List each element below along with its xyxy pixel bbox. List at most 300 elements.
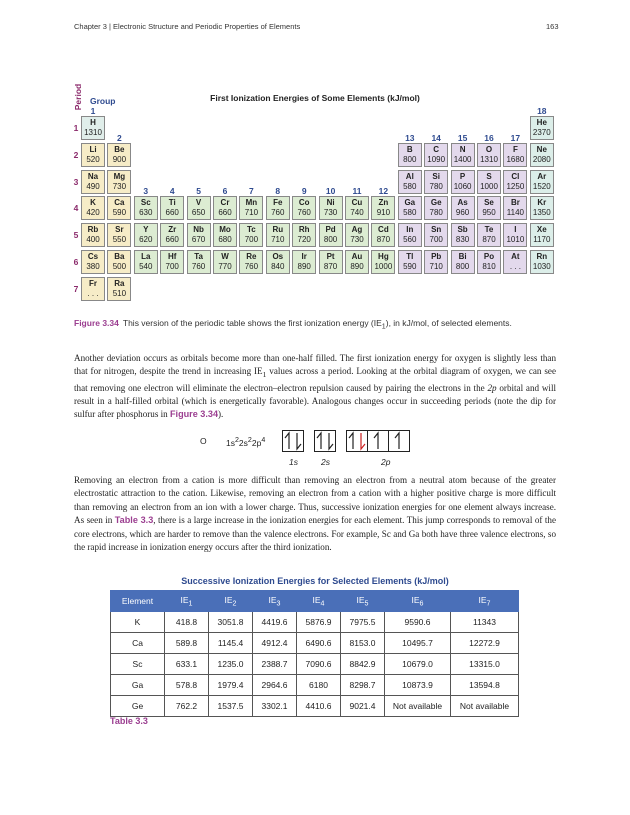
element-cell-re [239, 250, 263, 274]
group-number-2: 2 [117, 132, 122, 143]
element-symbol: Os [272, 252, 284, 261]
element-cell-v [187, 196, 211, 220]
table-cell: 6490.6 [297, 633, 341, 654]
element-ionization-value: 1520 [532, 181, 551, 191]
element-cell-rh [292, 223, 316, 247]
column-header [451, 591, 519, 612]
element-symbol: At [511, 252, 520, 261]
element-symbol: Sb [457, 225, 468, 235]
column-header [165, 591, 209, 612]
table-cell: 1145.4 [209, 633, 253, 654]
element-ionization-value: 780 [429, 208, 443, 218]
element-ionization-value: 760 [297, 208, 311, 218]
element-symbol: Pb [431, 252, 442, 261]
element-ionization-value: 660 [165, 235, 179, 245]
element-symbol: Hg [378, 252, 389, 261]
table-cell: 8298.7 [341, 675, 385, 696]
table-cell: 10873.9 [385, 675, 451, 696]
element-cell-ba [107, 250, 131, 274]
element-symbol: Sn [431, 225, 442, 235]
period-number-6: 6 [73, 257, 79, 267]
paragraph-oxygen-deviation [74, 352, 556, 422]
group-number-10: 10 [325, 186, 336, 197]
element-cell-xe [530, 223, 554, 247]
element-symbol: Zr [168, 225, 177, 235]
element-symbol: Ar [537, 171, 547, 181]
element-cell-kr [530, 196, 554, 220]
p2-text-b: , there is a large increase in the ionization energies for each element. This jump corresponds to removal of the core electrons, which are harder to remove than the valence electrons. For example, Sc and Ga both have three valence electrons, so the rapid increase in ionization energy occurs after the third ionization. [74, 515, 556, 553]
table-cell: Ga [111, 675, 165, 696]
element-cell-sb [451, 223, 475, 247]
table-cell: 2964.6 [253, 675, 297, 696]
column-header-subscript: 1 [188, 599, 193, 608]
group-number-9: 9 [301, 186, 307, 197]
table-caption: Table 3.3 [110, 716, 148, 726]
element-cell-p [451, 170, 475, 194]
element-cell-si [424, 170, 448, 194]
element-cell-sc [134, 196, 158, 220]
table-header-row [111, 591, 519, 612]
table-cell: 8153.0 [341, 633, 385, 654]
element-ionization-value: 1000 [480, 181, 498, 191]
config-1s-sup: 2 [234, 436, 239, 444]
figure-caption-text-b: ), in kJ/mol, of selected elements. [385, 318, 512, 328]
element-symbol: Cs [87, 252, 99, 261]
element-cell-mn [239, 196, 263, 220]
element-ionization-value: 590 [112, 208, 127, 218]
element-cell-pt [319, 250, 343, 274]
element-ionization-value: 680 [218, 235, 232, 245]
element-cell-f [503, 143, 527, 167]
orbital-box-2p-2 [367, 430, 389, 452]
element-ionization-value: 840 [271, 262, 285, 271]
element-ionization-value: 580 [403, 208, 417, 218]
element-symbol: Ru [272, 225, 284, 235]
element-ionization-value: 500 [112, 262, 127, 271]
element-ionization-value: 770 [218, 262, 232, 271]
period-number-2: 2 [73, 149, 79, 160]
element-ionization-value: 620 [139, 235, 153, 245]
running-header: Chapter 3 | Electronic Structure and Periodic Properties of Elements [74, 22, 301, 31]
group-number-14: 14 [431, 132, 441, 143]
element-cell-s [477, 170, 501, 194]
column-header-text: IE [224, 594, 233, 605]
element-ionization-value: 830 [455, 235, 470, 245]
table-cell: 762.2 [165, 696, 209, 717]
element-ionization-value: 960 [455, 208, 470, 218]
element-ionization-value: 2370 [532, 128, 551, 137]
element-symbol: La [141, 252, 151, 261]
element-ionization-value: 1170 [533, 235, 551, 245]
column-header-subscript: 2 [232, 599, 237, 608]
element-ionization-value: 760 [271, 208, 285, 218]
config-2p-sup: 4 [261, 436, 266, 444]
element-symbol: N [459, 144, 466, 154]
element-symbol: Br [510, 198, 520, 208]
table-cell: Ca [111, 633, 165, 654]
element-cell-cr [213, 196, 237, 220]
element-ionization-value: 1350 [532, 208, 551, 218]
element-ionization-value: 630 [139, 208, 153, 218]
element-symbol: Ag [351, 225, 363, 235]
period-axis-label: Period [73, 83, 83, 111]
table-cell: 4410.6 [297, 696, 341, 717]
element-symbol: Nb [193, 225, 204, 235]
element-symbol: Cd [378, 225, 389, 235]
element-ionization-value: 550 [112, 235, 127, 245]
element-symbol: F [512, 144, 518, 154]
table-cell: 4912.4 [253, 633, 297, 654]
element-ionization-value: 760 [191, 262, 206, 271]
element-symbol: Li [89, 144, 97, 154]
element-symbol: Sr [115, 225, 124, 235]
element-ionization-value: 1000 [374, 262, 393, 271]
element-symbol: Ti [168, 198, 176, 208]
element-cell-ta [187, 250, 211, 274]
element-ionization-value: 1400 [453, 154, 472, 164]
element-ionization-value: 730 [323, 208, 338, 218]
element-symbol: Pt [326, 252, 335, 261]
element-symbol: As [457, 198, 468, 208]
element-cell-rn [530, 250, 554, 274]
table-row [111, 633, 519, 654]
group-number-11: 11 [352, 186, 362, 197]
element-symbol: Re [246, 252, 257, 261]
element-cell-he [530, 116, 554, 140]
element-ionization-value: 730 [112, 181, 127, 191]
table-cell: 10495.7 [385, 633, 451, 654]
period-number-5: 5 [73, 230, 79, 241]
element-symbol: Ga [404, 198, 416, 208]
element-cell-nb [187, 223, 211, 247]
element-ionization-value: 580 [403, 181, 417, 191]
element-ionization-value: 900 [112, 154, 127, 164]
element-cell-cu [345, 196, 369, 220]
element-cell-ra [107, 277, 131, 301]
element-ionization-value: 420 [86, 208, 100, 218]
element-symbol: Bi [458, 252, 467, 261]
column-header-subscript: 7 [486, 599, 491, 608]
element-ionization-value: 950 [482, 208, 496, 218]
ionization-energy-table [110, 590, 519, 717]
column-header [253, 591, 297, 612]
p1-text-b: values across a period. Looking at the orbital diagram of oxygen, we can see that removing one electron will eliminate the electron–electron repulsion caused by pairing the electrons in the [74, 366, 556, 393]
element-symbol: S [486, 171, 492, 181]
element-cell-k [81, 196, 105, 220]
element-symbol: Rb [87, 225, 99, 235]
element-cell-o [477, 143, 501, 167]
element-symbol: Y [143, 225, 149, 235]
element-cell-ar [530, 170, 554, 194]
group-number-8: 8 [275, 186, 281, 197]
element-symbol: K [90, 198, 96, 208]
table-cell: 578.8 [165, 675, 209, 696]
column-header-subscript: 5 [364, 599, 369, 608]
element-ionization-value: 400 [86, 235, 100, 245]
table-cell: Sc [111, 654, 165, 675]
element-symbol: Cl [511, 171, 520, 181]
element-symbol: Tl [406, 252, 414, 261]
column-header-text: IE [312, 594, 321, 605]
element-symbol: I [514, 225, 517, 235]
element-symbol: Xe [536, 225, 547, 235]
column-header-subscript: 3 [276, 599, 281, 608]
table-cell: 633.1 [165, 654, 209, 675]
config-2s-sup: 2 [247, 436, 252, 444]
element-symbol: Te [484, 225, 494, 235]
period-number-7: 7 [73, 283, 79, 294]
column-header-text: Element [121, 596, 154, 606]
table-reference-link[interactable]: Table 3.3 [114, 515, 154, 526]
config-1s: 1s [226, 437, 235, 448]
element-ionization-value: 720 [297, 235, 311, 245]
element-ionization-value: 700 [165, 262, 179, 271]
group-number-15: 15 [457, 132, 468, 143]
element-ionization-value: 670 [191, 235, 206, 245]
table-cell: 4419.6 [253, 612, 297, 633]
table-cell: 13594.8 [451, 675, 519, 696]
figure-reference-link[interactable]: Figure 3.34 [169, 409, 218, 420]
element-symbol: Zn [378, 198, 389, 208]
element-cell-mg [107, 170, 131, 194]
column-header [297, 591, 341, 612]
element-ionization-value: 700 [429, 235, 443, 245]
element-symbol: Mn [245, 198, 258, 208]
element-cell-n [451, 143, 475, 167]
element-cell-rb [81, 223, 105, 247]
element-symbol: Au [351, 252, 363, 261]
table-body [111, 612, 519, 717]
element-symbol: W [221, 252, 229, 261]
column-header-text: IE [180, 594, 189, 605]
element-ionization-value: 1010 [506, 235, 525, 245]
element-cell-tc [239, 223, 263, 247]
element-ionization-value: 890 [350, 262, 364, 271]
table-cell: 6180 [297, 675, 341, 696]
table-cell: 7975.5 [341, 612, 385, 633]
group-axis-label: Group [90, 96, 116, 106]
orbital-box-2s [314, 430, 336, 452]
table-row [111, 654, 519, 675]
element-ionization-value: 560 [403, 235, 417, 245]
table-row [111, 675, 519, 696]
element-symbol: Be [114, 144, 125, 154]
element-symbol: Cu [351, 198, 363, 208]
element-cell-la [134, 250, 158, 274]
table-cell: 9590.6 [385, 612, 451, 633]
group-number-5: 5 [196, 186, 201, 197]
figure-caption-label: Figure 3.34 [74, 318, 119, 328]
table-row [111, 696, 519, 717]
element-symbol: Kr [537, 198, 547, 208]
element-symbol: In [406, 225, 414, 235]
element-ionization-value: 910 [376, 208, 391, 218]
group-number-18: 18 [537, 106, 547, 116]
element-ionization-value: 710 [244, 208, 259, 218]
table-cell: 9021.4 [341, 696, 385, 717]
element-symbol: B [406, 144, 413, 154]
element-symbol: Po [483, 252, 495, 261]
group-number-1: 1 [90, 106, 96, 116]
element-ionization-value: 1140 [506, 208, 524, 218]
table-cell: 418.8 [165, 612, 209, 633]
table-cell: Not available [385, 696, 451, 717]
p1-text-a: Another deviation occurs as orbitals become more than one-half filled. The first ionization energy for oxygen is slightly less than that for nitrogen, despite the trend in increasing IE [74, 353, 556, 377]
element-cell-at [503, 250, 527, 274]
orbital-box-2p-3 [388, 430, 410, 452]
element-symbol: Tc [247, 225, 256, 235]
group-number-12: 12 [378, 186, 389, 197]
figure-caption [74, 318, 574, 331]
group-number-6: 6 [222, 186, 228, 197]
table-cell: 1235.0 [209, 654, 253, 675]
element-cell-ag [345, 223, 369, 247]
column-header [385, 591, 451, 612]
element-symbol: C [433, 144, 440, 154]
element-symbol: Ba [114, 252, 125, 261]
table-cell: 589.8 [165, 633, 209, 654]
element-cell-h [81, 116, 105, 140]
element-ionization-value: 870 [323, 262, 338, 271]
element-symbol: Ge [430, 198, 442, 208]
p1-italic: 2p [487, 382, 497, 393]
element-symbol: Ne [536, 144, 547, 154]
element-ionization-value: 590 [403, 262, 417, 271]
p1-text-d: ). [218, 409, 224, 420]
period-number-3: 3 [73, 176, 79, 187]
orbital-label-2s: 2s [321, 457, 330, 467]
element-ionization-value: 710 [429, 262, 443, 271]
element-ionization-value: 1310 [480, 154, 498, 164]
element-symbol: Mo [219, 225, 231, 235]
element-symbol: He [536, 118, 547, 127]
element-ionization-value: 520 [86, 154, 100, 164]
element-ionization-value: 870 [482, 235, 496, 245]
element-ionization-value: 1250 [506, 181, 525, 191]
element-ionization-value: 780 [429, 181, 443, 191]
group-number-13: 13 [405, 132, 415, 143]
table-cell: 1537.5 [209, 696, 253, 717]
table-cell: 11343 [451, 612, 519, 633]
element-cell-as [451, 196, 475, 220]
period-number-1: 1 [73, 123, 79, 133]
element-ionization-value: 740 [350, 208, 364, 218]
table-cell: Ge [111, 696, 165, 717]
element-symbol: Ca [114, 198, 125, 208]
element-ionization-value: 650 [191, 208, 206, 218]
element-symbol: Rh [298, 225, 310, 235]
element-cell-po [477, 250, 501, 274]
figure-title: First Ionization Energies of Some Elements (kJ/mol) [210, 93, 420, 103]
element-symbol: Cr [220, 198, 230, 208]
element-symbol: Rn [536, 252, 548, 261]
element-symbol: Pd [325, 225, 336, 235]
element-cell-fe [266, 196, 290, 220]
element-cell-au [345, 250, 369, 274]
table-cell: 3051.8 [209, 612, 253, 633]
element-cell-be [107, 143, 131, 167]
period-number-4: 4 [73, 203, 79, 214]
element-cell-ir [292, 250, 316, 274]
element-cell-cs [81, 250, 105, 274]
element-symbol: H [90, 118, 96, 127]
element-ionization-value: 800 [403, 154, 417, 164]
group-number-17: 17 [510, 132, 521, 143]
element-ionization-value: 710 [271, 235, 285, 245]
element-ionization-value: 1030 [532, 262, 551, 271]
element-ionization-value: 490 [86, 181, 100, 191]
element-cell-ge [424, 196, 448, 220]
column-header-subscript: 4 [320, 599, 325, 608]
group-number-3: 3 [143, 186, 149, 197]
element-cell-tl [398, 250, 422, 274]
column-header [209, 591, 253, 612]
element-cell-mo [213, 223, 237, 247]
element-ionization-value: 660 [218, 208, 232, 218]
element-symbol: P [459, 171, 466, 181]
element-cell-cl [503, 170, 527, 194]
element-symbol: Fe [273, 198, 283, 208]
element-cell-ga [398, 196, 422, 220]
table-row [111, 612, 519, 633]
element-cell-fr [81, 277, 105, 301]
element-ionization-value: 540 [139, 262, 153, 271]
table-cell: Not available [451, 696, 519, 717]
element-symbol: Ir [301, 252, 307, 261]
element-cell-cd [371, 223, 395, 247]
element-symbol: Ni [326, 198, 335, 208]
element-cell-b [398, 143, 422, 167]
element-cell-bi [451, 250, 475, 274]
element-cell-i [503, 223, 527, 247]
element-ionization-value: 380 [86, 262, 100, 271]
column-header-text: IE [411, 594, 420, 605]
element-cell-sn [424, 223, 448, 247]
element-cell-ne [530, 143, 554, 167]
element-cell-pb [424, 250, 448, 274]
element-ionization-value: . . . [87, 288, 99, 298]
figure-caption-sub: 1 [381, 322, 386, 331]
page-number: 163 [546, 22, 559, 31]
element-symbol: Co [298, 198, 310, 208]
table-cell: 7090.6 [297, 654, 341, 675]
orbital-label-2p: 2p [381, 457, 391, 467]
element-ionization-value: 1680 [506, 154, 525, 164]
column-header-text: IE [268, 594, 277, 605]
element-symbol: Se [484, 198, 494, 208]
p1-sub: 1 [262, 370, 267, 380]
element-symbol: Mg [113, 171, 126, 181]
element-cell-ti [160, 196, 184, 220]
table-title: Successive Ionization Energies for Selected Elements (kJ/mol) [181, 576, 449, 586]
element-ionization-value: 2080 [532, 154, 551, 164]
element-cell-br [503, 196, 527, 220]
table-cell: K [111, 612, 165, 633]
element-cell-hg [371, 250, 395, 274]
figure-caption-text-a: This version of the periodic table shows the first ionization energy (IE [122, 318, 382, 328]
element-cell-y [134, 223, 158, 247]
element-symbol: O [485, 144, 493, 154]
element-symbol: Ra [114, 278, 125, 288]
group-number-4: 4 [169, 186, 175, 197]
p2-text-a: Removing an electron from a cation is more difficult than removing an electron from a neutral atom because of the greater electrostatic attraction to the cation. Likewise, removing an electron from a cation with a higher positive charge is more difficult than removing an electron from an ion with a lower charge. Thus, successive ionization energies for one element always increase. As seen in [74, 475, 556, 526]
paragraph-successive-ionization [74, 474, 556, 554]
element-ionization-value: 870 [376, 235, 391, 245]
element-symbol: Si [432, 171, 440, 181]
table-cell: 10679.0 [385, 654, 451, 675]
element-cell-co [292, 196, 316, 220]
element-cell-in [398, 223, 422, 247]
